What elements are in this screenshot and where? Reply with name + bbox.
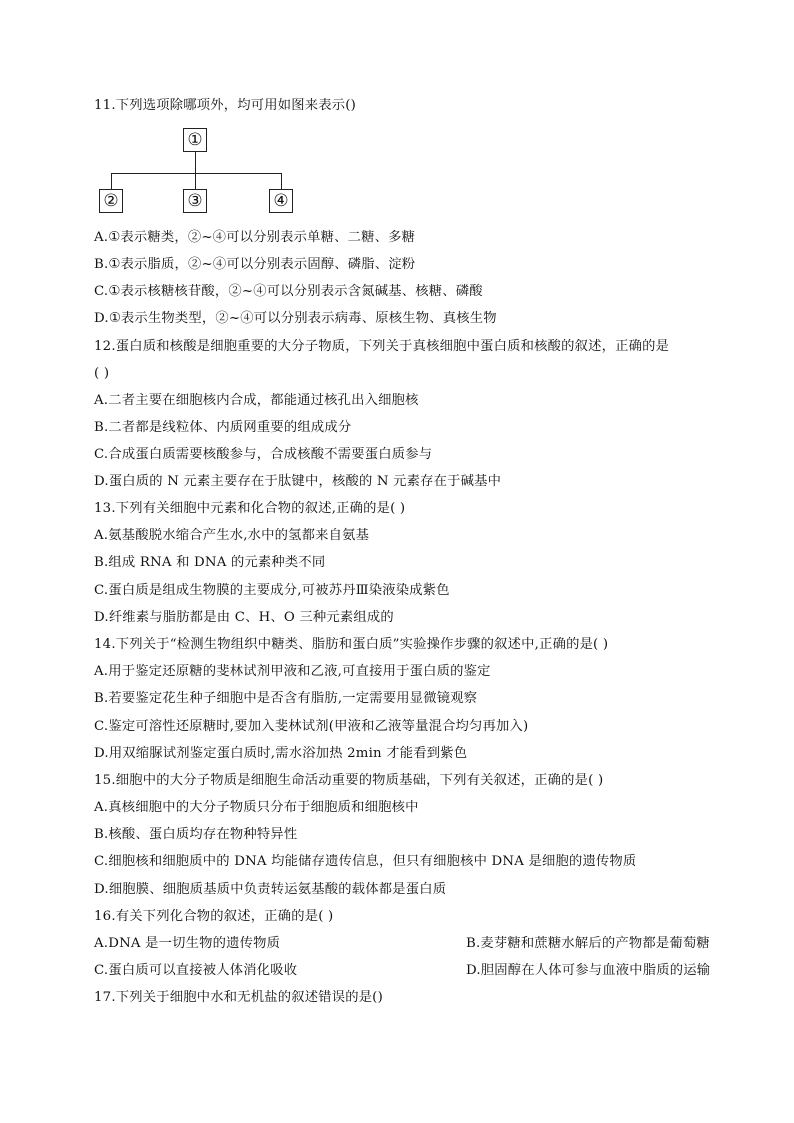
- q11-option-c: C.①表示核糖核苷酸，②~④可以分别表示含氮碱基、核糖、磷酸: [94, 284, 483, 299]
- q12-stem-answer-bracket: ( ): [94, 366, 110, 381]
- diagram-node-3: ③: [183, 189, 207, 213]
- q15-option-d: D.细胞膜、细胞质基质中负责转运氨基酸的载体都是蛋白质: [94, 882, 447, 897]
- q14-stem: 14.下列关于“检测生物组织中糖类、脂肪和蛋白质”实验操作步骤的叙述中,正确的是( ): [94, 637, 609, 652]
- q13-option-c: C.蛋白质是组成生物膜的主要成分,可被苏丹Ⅲ染液染成紫色: [94, 583, 450, 598]
- q12-option-d: D.蛋白质的 N 元素主要存在于肽键中，核酸的 N 元素存在于碱基中: [94, 474, 502, 489]
- q13-option-a: A.氨基酸脱水缩合产生水,水中的氢都来自氨基: [94, 528, 370, 543]
- q14-option-b: B.若要鉴定花生种子细胞中是否含有脂肪,一定需要用显微镜观察: [94, 691, 478, 706]
- q16-options-row-1: [94, 935, 710, 953]
- diagram-drop-line-2: [111, 173, 112, 190]
- q16-option-b: B.麦芽糖和蔗糖水解后的产物都是葡萄糖: [466, 936, 710, 951]
- q15-option-c: C.细胞核和细胞质中的 DNA 均能储存遗传信息，但只有细胞核中 DNA 是细胞的遗传物质: [94, 854, 637, 869]
- q14-option-d: D.用双缩脲试剂鉴定蛋白质时,需水浴加热 2min 才能看到紫色: [94, 746, 468, 761]
- q17-stem: 17.下列关于细胞中水和无机盐的叙述错误的是(): [94, 990, 383, 1005]
- q15-stem: 15.细胞中的大分子物质是细胞生命活动重要的物质基础，下列有关叙述，正确的是( ): [94, 773, 604, 788]
- q13-option-b: B.组成 RNA 和 DNA 的元素种类不同: [94, 555, 326, 570]
- q14-option-c: C.鉴定可溶性还原糖时,要加入斐林试剂(甲液和乙液等量混合均匀再加入): [94, 719, 529, 734]
- q11-option-b: B.①表示脂质，②~④可以分别表示固醇、磷脂、淀粉: [94, 257, 416, 272]
- q12-option-b: B.二者都是线粒体、内质网重要的组成成分: [94, 420, 352, 435]
- q16-option-a: A.DNA 是一切生物的遗传物质: [94, 936, 281, 951]
- q15-option-b: B.核酸、蛋白质均存在物种特异性: [94, 827, 298, 842]
- q15-option-a: A.真核细胞中的大分子物质只分布于细胞质和细胞核中: [94, 800, 419, 815]
- q11-option-a: A.①表示糖类，②~④可以分别表示单糖、二糖、多糖: [94, 230, 416, 245]
- q16-stem: 16.有关下列化合物的叙述，正确的是( ): [94, 909, 334, 924]
- q11-stem: 11.下列选项除哪项外，均可用如图来表示(): [94, 98, 356, 113]
- q13-option-d: D.纤维素与脂肪都是由 C、H、O 三种元素组成的: [94, 610, 394, 625]
- q14-option-a: A.用于鉴定还原糖的斐林试剂甲液和乙液,可直接用于蛋白质的鉴定: [94, 664, 491, 679]
- diagram-stem-line: [195, 152, 196, 174]
- q12-option-c: C.合成蛋白质需要核酸参与，合成核酸不需要蛋白质参与: [94, 447, 433, 462]
- q13-stem: 13.下列有关细胞中元素和化合物的叙述,正确的是( ): [94, 501, 406, 516]
- q16-options-row-2: [94, 962, 711, 980]
- diagram-node-1: ①: [183, 128, 207, 152]
- q16-option-c: C.蛋白质可以直接被人体消化吸收: [94, 963, 298, 978]
- diagram-drop-line-4: [281, 173, 282, 190]
- diagram-drop-line-3: [195, 173, 196, 190]
- q12-stem: 12.蛋白质和核酸是细胞重要的大分子物质，下列关于真核细胞中蛋白质和核酸的叙述，正确的是: [94, 339, 670, 354]
- diagram-node-2: ②: [99, 189, 123, 213]
- q12-option-a: A.二者主要在细胞核内合成，都能通过核孔出入细胞核: [94, 393, 419, 408]
- q16-option-d: D.胆固醇在人体可参与血液中脂质的运输: [466, 963, 711, 978]
- diagram-branch-line: [111, 173, 282, 174]
- q11-option-d: D.①表示生物类型，②~④可以分别表示病毒、原核生物、真核生物: [94, 311, 497, 326]
- diagram-node-4: ④: [269, 189, 293, 213]
